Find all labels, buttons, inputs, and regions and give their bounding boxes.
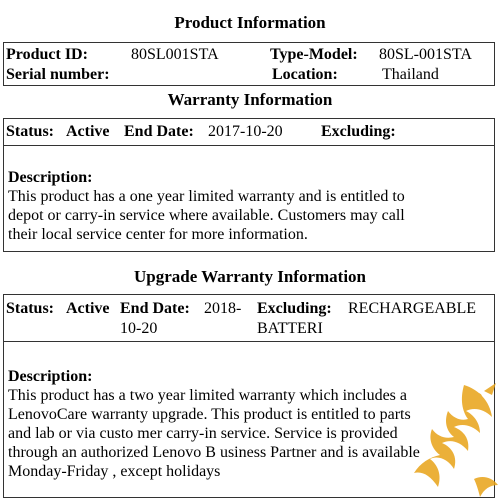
upgrade-end-date-value-line2: 10-20 bbox=[120, 320, 158, 337]
product-id-value: 80SL001STA bbox=[131, 46, 219, 63]
dragon-watermark-icon bbox=[404, 379, 500, 499]
upgrade-description-line: LenovoCare warranty upgrade. This product is entitled to parts bbox=[8, 406, 411, 423]
warranty-description bbox=[8, 168, 490, 244]
upgrade-description-line: Monday-Friday , except holidays bbox=[8, 463, 221, 480]
warranty-description-line: depot or carry-in service where available. Customers may call bbox=[8, 207, 405, 224]
type-model-label: Type-Model: bbox=[270, 46, 358, 63]
warranty-end-date-label: End Date: bbox=[124, 123, 194, 140]
upgrade-status-label: Status: bbox=[6, 300, 55, 317]
upgrade-description-line: This product has a two year limited warranty which includes a bbox=[8, 387, 407, 404]
upgrade-end-date-value-line1: 2018- bbox=[204, 300, 242, 317]
product-info-heading: Product Information bbox=[174, 13, 326, 32]
location-label: Location: bbox=[272, 66, 338, 83]
warranty-info-heading: Warranty Information bbox=[167, 90, 333, 109]
warranty-status-label: Status: bbox=[6, 123, 55, 140]
warranty-description-line: their local service center for more information. bbox=[8, 226, 308, 243]
upgrade-excluding-value-line2: BATTERI bbox=[257, 320, 323, 337]
upgrade-end-date-label: End Date: bbox=[120, 300, 190, 317]
product-info-table bbox=[3, 42, 495, 86]
location-value: Thailand bbox=[382, 66, 439, 83]
product-id-label: Product ID: bbox=[6, 46, 88, 63]
warranty-description-label: Description: bbox=[8, 169, 93, 186]
warranty-status-value: Active bbox=[66, 123, 110, 140]
upgrade-excluding-value-line1: RECHARGEABLE bbox=[348, 300, 476, 317]
upgrade-status-value: Active bbox=[66, 300, 110, 317]
serial-number-label: Serial number: bbox=[6, 66, 110, 83]
type-model-value: 80SL-001STA bbox=[379, 46, 472, 63]
upgrade-description-line: and lab or via custo mer carry-in service. Service is provided bbox=[8, 425, 398, 442]
warranty-info-table bbox=[3, 118, 495, 252]
warranty-row-divider bbox=[4, 145, 494, 146]
warranty-excluding-label: Excluding: bbox=[321, 123, 396, 140]
warranty-end-date-value: 2017-10-20 bbox=[208, 123, 283, 140]
upgrade-description-label: Description: bbox=[8, 368, 93, 385]
upgrade-row-divider bbox=[4, 341, 494, 342]
upgrade-description-line: through an authorized Lenovo B usiness Partner and is available bbox=[8, 444, 420, 461]
warranty-description-line: This product has a one year limited warranty and is entitled to bbox=[8, 188, 405, 205]
upgrade-excluding-label: Excluding: bbox=[257, 300, 332, 317]
upgrade-warranty-heading: Upgrade Warranty Information bbox=[133, 267, 366, 286]
